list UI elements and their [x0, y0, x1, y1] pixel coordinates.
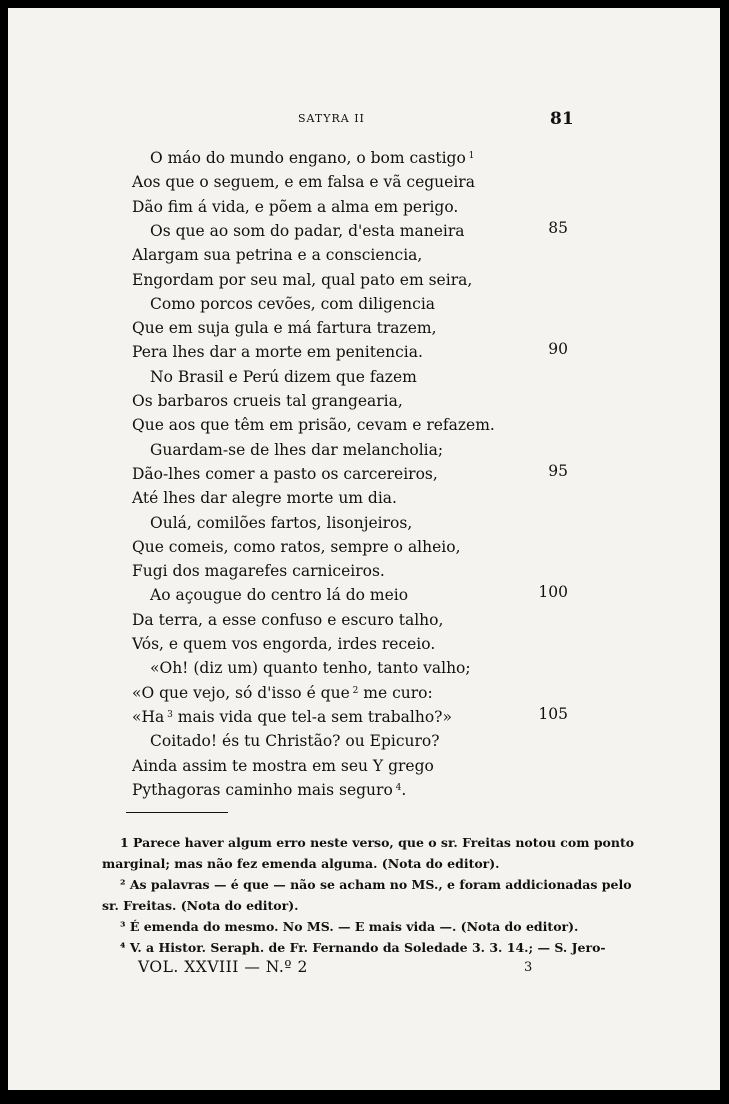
verse-line — [132, 778, 406, 802]
line-number: 90 — [548, 340, 568, 359]
verse-text: Pythagoras caminho mais seguro — [132, 780, 393, 799]
verse-line — [150, 438, 443, 462]
footnote-marker: 2 — [349, 685, 359, 696]
verse-line — [132, 413, 495, 437]
verse-line — [132, 316, 437, 340]
verse-line — [132, 681, 433, 705]
running-header-title: SATYRA II — [298, 112, 365, 125]
line-number: 100 — [538, 583, 568, 602]
footnote-line: ³ É emenda do mesmo. No MS. — E mais vida —. (Nota do editor). — [120, 919, 579, 934]
verse-line — [132, 195, 458, 219]
footnote-line: sr. Freitas. (Nota do editor). — [102, 898, 299, 913]
verse-line — [150, 729, 440, 753]
page-number: 81 — [550, 109, 574, 129]
line-number: 105 — [538, 704, 568, 723]
footnote-line: marginal; mas não fez emenda alguma. (Nota do editor). — [102, 856, 500, 871]
verse-line — [132, 340, 423, 364]
verse-line — [132, 462, 438, 486]
verse-text: Guardam-se de lhes dar melancholia; — [150, 440, 444, 459]
verse-text: «Ha — [132, 707, 165, 726]
verse-text: Coitado! és tu Christão? ou Epicuro? — [150, 732, 440, 751]
verse-text: Que aos que têm em prisão, cevam e refazem. — [132, 416, 495, 435]
verse-text-after-marker: mais vida que tel-a sem trabalho?» — [172, 707, 452, 726]
footnote-line: ² As palavras — é que — não se acham no MS., e foram addicionadas pelo — [120, 877, 632, 892]
book-page — [8, 8, 720, 1090]
verse-line — [132, 486, 397, 510]
verse-line — [132, 632, 435, 656]
verse-text-after-marker: . — [401, 780, 407, 799]
verse-text: Ainda assim te mostra em seu Y grego — [132, 756, 434, 775]
verse-text: Ao açougue do centro lá do meio — [150, 586, 409, 605]
verse-text: Fugi dos magarefes carniceiros. — [132, 562, 385, 581]
verse-line — [150, 583, 408, 607]
verse-line — [132, 559, 385, 583]
verse-text: Pera lhes dar a morte em penitencia. — [132, 343, 423, 362]
verse-text: Os que ao som do padar, d'esta maneira — [150, 221, 465, 240]
verse-text: Oulá, comilões fartos, lisonjeiros, — [150, 513, 413, 532]
verse-text: Como porcos cevões, com diligencia — [150, 294, 436, 313]
verse-text: Que comeis, como ratos, sempre o alheio, — [132, 537, 461, 556]
verse-line — [132, 389, 403, 413]
verse-text: «Oh! (diz um) quanto tenho, tanto valho; — [150, 659, 471, 678]
verse-line — [132, 268, 472, 292]
footnote-marker: 4 — [392, 782, 402, 793]
footnote-line: ⁴ V. a Histor. Seraph. de Fr. Fernando da Soledade 3. 3. 14.; — S. Jero- — [120, 940, 606, 955]
verse-text: Vós, e quem vos engorda, irdes receio. — [132, 635, 436, 653]
verse-line — [150, 146, 474, 170]
verse-text: O máo do mundo engano, o bom castigo — [150, 149, 466, 167]
verse-text: No Brasil e Perú dizem que fazem — [150, 367, 417, 386]
sheet-signature: 3 — [524, 960, 533, 975]
verse-text-after-marker: me curo: — [358, 683, 433, 702]
verse-text: Alargam sua petrina e a consciencia, — [132, 246, 423, 265]
footnote-line: 1 Parece haver algum erro neste verso, que o sr. Freitas notou com ponto — [120, 835, 635, 850]
line-number: 95 — [548, 461, 568, 480]
verse-line — [150, 656, 471, 680]
verse-line — [150, 365, 417, 389]
verse-line — [132, 754, 434, 778]
verse-text: Que em suja gula e má fartura trazem, — [132, 319, 437, 338]
verse-line — [150, 292, 435, 316]
verse-text: Engordam por seu mal, qual pato em seira, — [132, 270, 473, 289]
volume-signature: VOL. XXVIII — N.º 2 — [138, 958, 308, 976]
footnote-rule — [126, 812, 228, 813]
verse-line — [132, 535, 461, 559]
verse-text: «O que vejo, só d'isso é que — [132, 683, 350, 702]
verse-text: Dão-lhes comer a pasto os carcereiros, — [132, 464, 438, 483]
verse-text: Dão fim á vida, e põem a alma em perigo. — [132, 197, 459, 216]
footnote-marker: 1 — [465, 151, 475, 161]
verse-text: Da terra, a esse confuso e escuro talho, — [132, 610, 444, 629]
verse-text: Aos que o seguem, e em falsa e vã cegueira — [132, 173, 475, 192]
verse-line — [150, 511, 412, 535]
verse-line — [132, 170, 475, 194]
verse-text: Até lhes dar alegre morte um dia. — [132, 489, 397, 508]
verse-text: Os barbaros crueis tal grangearia, — [132, 392, 403, 410]
verse-line — [132, 243, 422, 267]
line-number: 85 — [548, 218, 568, 237]
verse-line — [150, 219, 464, 243]
verse-line — [132, 608, 443, 632]
verse-line — [132, 705, 452, 729]
footnote-marker: 3 — [164, 709, 173, 720]
